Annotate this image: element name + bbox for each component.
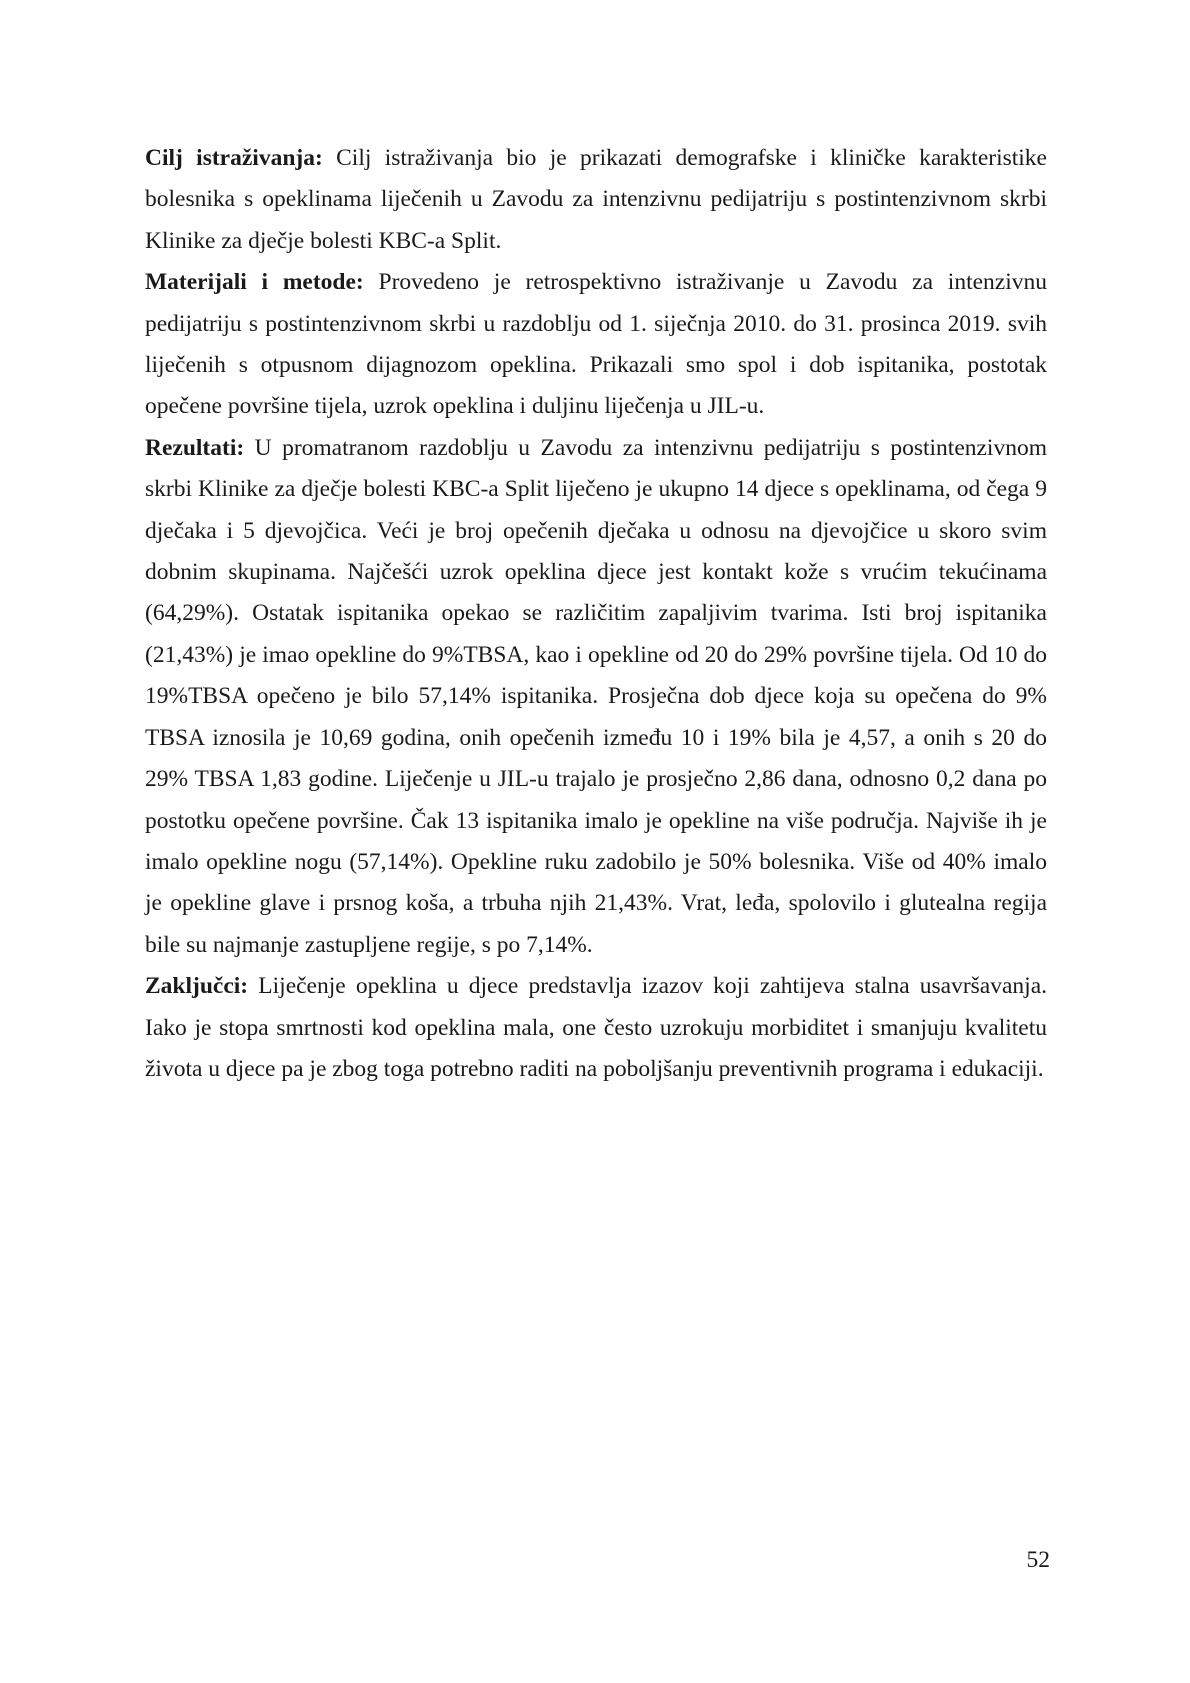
aim-heading: Cilj istraživanja: [145,145,323,171]
page-number: 52 [1026,1547,1050,1573]
conclusions-text: Liječenje opeklina u djece predstavlja izazov koji zahtijeva stalna usavršavanja. Iako je stopa smrtnosti kod opeklina mala, one često uzrokuju morbiditet i smanjuju kvalitetu života u djece pa je zbog toga potrebno raditi na poboljšanju preventivnih programa i edukaciji. [145,973,1048,1082]
results-text: U promatranom razdoblju u Zavodu za intenzivnu pedijatriju s postintenzivnom skrbi Klinike za dječje bolesti KBC-a Split liječeno je ukupno 14 djece s opeklinama, od čega 9 dječaka i 5 djevojčica. Veći je broj opečenih dječaka u odnosu na djevojčice u skoro svim dobnim skupinama. Najčešći uzrok opeklina djece jest kontakt kože s vrućim tekućinama (64,29%). Ostatak ispitanika opekao se različitim zapaljivim tvarima. Isti broj ispitanika (21,43%) je imao opekline do 9%TBSA, kao i opekline od 20 do 29% površine tijela. Od 10 do 19%TBSA opečeno je bilo 57,14% ispitanika. Prosječna dob djece koja su opečena do 9% TBSA iznosila je 10,69 godina, onih opečenih između 10 i 19% bila je 4,57, a onih s 20 do 29% TBSA 1,83 godine. Liječenje u JIL-u trajalo je prosječno 2,86 dana, odnosno 0,2 dana po postotku opečene površine. Čak 13 ispitanika imalo je opekline na više područja. Najviše ih je imalo opekline nogu (57,14%). Opekline ruku zadobilo je 50% bolesnika. Više od 40% imalo je opekline glave i prsnog koša, a trbuha njih 21,43%. Vrat, leđa, spolovilo i glutealna regija bile su najmanje zastupljene regije, s po 7,14%. [145,434,1047,958]
results-heading: Rezultati: [145,434,245,461]
aim-text: Cilj istraživanja bio je prikazati demografske i kliničke karakteristike bolesnika s opeklinama liječenih u Zavodu za intenzivnu pedijatriju s postintenzivnom skrbi Klinike za dječje bolesti KBC-a Split. [145,145,1047,254]
methods-paragraph [145,262,1047,428]
abstract-body [145,138,1047,1090]
results-paragraph [145,428,1047,966]
conclusions-paragraph [145,966,1047,1090]
methods-text: Provedeno je retrospektivno istraživanje u Zavodu za intenzivnu pedijatriju s postintenzivnom skrbi u razdoblju od 1. siječnja 2010. do 31. prosinca 2019. svih liječenih s otpusnom dijagnozom opeklina. Prikazali smo spol i dob ispitanika, postotak opečene površine tijela, uzrok opeklina i duljinu liječenja u JIL-u. [145,269,1047,420]
methods-heading: Materijali i metode: [145,269,364,296]
aim-paragraph [145,138,1047,262]
conclusions-heading: Zaključci: [145,973,249,1000]
